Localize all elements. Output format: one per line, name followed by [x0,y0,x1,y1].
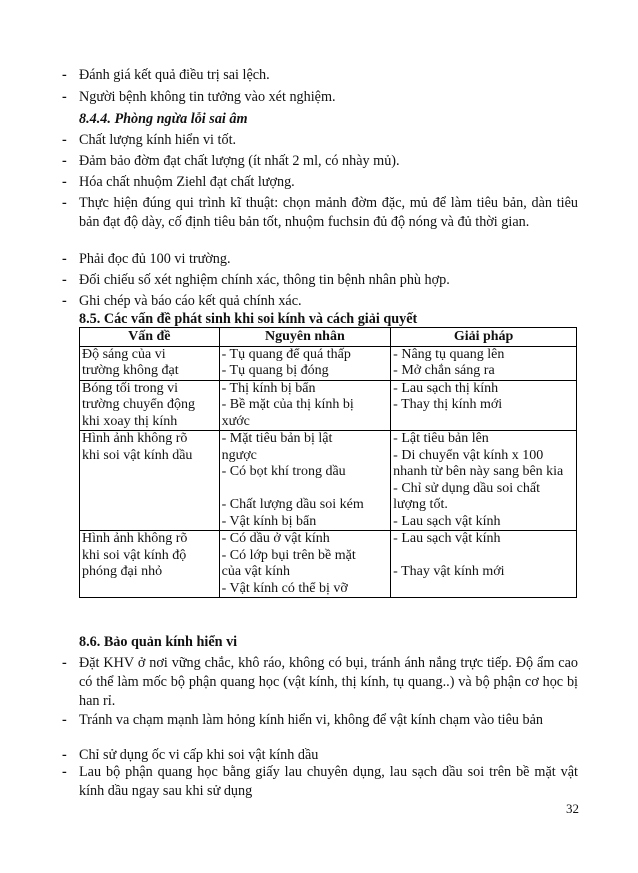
cell-cause [219,346,391,380]
cell-problem [80,346,220,380]
cell-line: Bóng tối trong vi [82,380,179,396]
cell-line: Độ sáng của vi [82,346,166,362]
cell-line: - Nâng tụ quang lên [393,346,505,362]
cell-line: Hình ảnh không rõ [82,531,188,546]
cell-line: khi soi vật kính dầu [82,447,193,463]
cell-line: khi soi vật kính độ [82,547,187,563]
troubleshooting-table [79,327,577,598]
cell-line: - Thị kính bị bẩn [221,380,316,396]
bullet-item [62,194,578,232]
page-number: 32 [566,801,579,816]
bullet-item [62,763,578,801]
cell-line: - Chỉ sử dụng dầu soi chất [393,480,540,496]
cell-spacer [222,481,389,498]
cell-cause [219,531,391,598]
cell-line: - Thay thị kính mới [393,397,503,412]
table-header-row [80,328,577,347]
cell-line: - Tụ quang để quá thấp [221,346,351,362]
bullet-item [62,131,578,150]
bullet-dash: - [62,251,67,267]
table-row [80,380,577,431]
table-row [80,346,577,380]
bullet-text: Chất lượng kính hiển vi tốt. [79,132,237,148]
cell-line: nhanh từ bên này sang bên kia [393,464,564,479]
cell-line: - Di chuyển vật kính x 100 [393,447,544,463]
bullet-text: Lau bộ phận quang học bằng giấy lau chuyên dụng, lau sạch dầu soi trên bề mặt vật kính dầu ngay sau khi sử dụng [79,764,578,799]
cell-line: - Thay vật kính mới [393,564,505,579]
cell-line: - Có lớp bụi trên bề mặt [221,547,356,563]
bullet-text: Thực hiện đúng qui trình kĩ thuật: chọn mảnh đờm đặc, mủ để làm tiêu bản, dàn tiêu bản đạt độ dày, cố định tiêu bản tốt, nhuộm fuchsin đủ độ nóng và đủ thời gian. [79,195,578,230]
bullet-text: Hóa chất nhuộm Ziehl đạt chất lượng. [79,174,295,190]
bullet-dash: - [62,132,67,148]
bullet-item [62,271,578,290]
cell-cause [219,380,391,431]
cell-cause [219,431,391,531]
cell-line: trường chuyển động [82,397,195,412]
bullet-dash: - [62,764,67,780]
cell-line: - Lật tiêu bản lên [393,431,489,446]
cell-problem [80,380,220,431]
bullet-dash: - [62,67,67,83]
bullet-dash: - [62,174,67,190]
bullet-dash: - [62,747,67,763]
cell-solution [391,431,577,531]
cell-line: ngược [221,447,257,463]
bullet-item [62,88,578,107]
cell-problem [80,431,220,531]
cell-line: - Chất lượng dầu soi kém [221,497,364,512]
bullet-dash: - [62,195,67,211]
bullet-dash: - [62,655,67,671]
bullet-text: Đánh giá kết quả điều trị sai lệch. [79,67,270,83]
bullet-text: Ghi chép và báo cáo kết quả chính xác. [79,293,302,309]
cell-line: lượng tốt. [393,497,448,512]
cell-line: - Lau sạch vật kính [393,513,501,529]
bullet-text: Đối chiếu số xét nghiệm chính xác, thông tin bệnh nhân phù hợp. [79,272,450,288]
bullet-item [62,654,578,711]
table-row [80,431,577,531]
bullet-text: Đảm bảo đờm đạt chất lượng (ít nhất 2 ml, có nhày mủ). [79,153,400,169]
column-header-problem: Vấn đề [80,328,220,347]
cell-solution [391,531,577,598]
cell-line: phóng đại nhỏ [82,564,163,579]
cell-line: - Mở chắn sáng ra [393,363,495,378]
cell-line: - Mặt tiêu bản bị lật [221,431,333,446]
bullet-text: Người bệnh không tin tưởng vào xét nghiệm. [79,89,336,105]
cell-spacer [393,548,574,565]
bullet-text: Phải đọc đủ 100 vi trường. [79,251,231,267]
column-header-cause: Nguyên nhân [219,328,391,347]
bullet-text: Chỉ sử dụng ốc vi cấp khi soi vật kính dầu [79,747,319,763]
bullet-dash: - [62,153,67,169]
bullet-item [62,152,578,171]
cell-line: - Lau sạch thị kính [393,380,499,396]
heading-8-5: 8.5. Các vấn đề phát sinh khi soi kính và cách giải quyết [79,311,418,327]
bullet-text: Đặt KHV ở nơi vững chắc, khô ráo, không có bụi, tránh ánh nắng trực tiếp. Độ ẩm cao có thể làm mốc bộ phận quang học (vật kính, thị kính, tụ quang..) và bộ phận cơ học bị han rỉ. [79,655,578,709]
cell-line: của vật kính [221,564,291,579]
cell-problem [80,531,220,598]
cell-line: - Tụ quang bị đóng [221,363,329,378]
cell-line: - Có bọt khí trong dầu [221,464,346,479]
bullet-dash: - [62,293,67,309]
bullet-item [62,173,578,192]
cell-line: trường không đạt [82,363,179,378]
bullet-item [62,250,578,269]
bullet-dash: - [62,272,67,288]
bullet-text: Tránh va chạm mạnh làm hỏng kính hiển vi, không để vật kính chạm vào tiêu bản [79,712,544,728]
cell-line: - Bề mặt của thị kính bị [221,397,354,412]
cell-line: - Lau sạch vật kính [393,531,501,546]
heading-8-4-4: 8.4.4. Phòng ngừa lỗi sai âm [79,111,248,127]
bullet-item [62,292,578,311]
table-row [80,531,577,598]
cell-line: - Vật kính bị bẩn [221,513,317,529]
cell-line: Hình ảnh không rõ [82,431,188,446]
cell-solution [391,380,577,431]
heading-8-6: 8.6. Bảo quản kính hiển vi [79,634,238,650]
bullet-item [62,711,578,730]
column-header-solution: Giải pháp [391,328,577,347]
bullet-item [62,66,578,85]
bullet-dash: - [62,712,67,728]
cell-line: xước [221,413,250,429]
cell-solution [391,346,577,380]
bullet-dash: - [62,89,67,105]
cell-line: khi xoay thị kính [82,413,178,429]
cell-line: - Có dầu ở vật kính [221,531,330,546]
cell-line: - Vật kính có thể bị vỡ [221,580,348,596]
